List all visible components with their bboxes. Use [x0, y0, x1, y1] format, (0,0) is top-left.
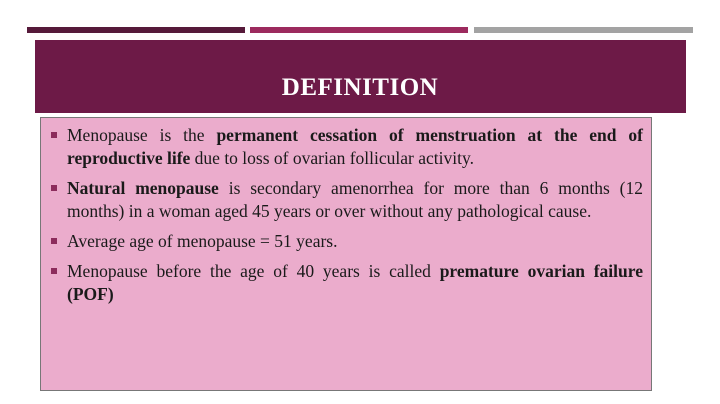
square-bullet-icon [51, 268, 57, 274]
bullet-text-bold: Natural menopause [67, 178, 219, 198]
bullet-text-bold: premature ovarian failure (POF) [67, 261, 643, 304]
square-bullet-icon [51, 132, 57, 138]
bullet-item [51, 124, 643, 170]
bullet-text: due to loss of ovarian follicular activity. [190, 148, 474, 168]
top-accent-bar-gray [474, 27, 693, 33]
bullet-item [51, 230, 643, 253]
bullet-item [51, 177, 643, 223]
square-bullet-icon [51, 238, 57, 244]
bullet-text: is secondary amenorrhea for more than 6 months (12 months) in a woman aged 45 years or over without any pathological cause. [67, 178, 643, 221]
bullet-text: Menopause is the [67, 125, 217, 145]
bullet-item [51, 260, 643, 306]
bullet-text-bold: permanent cessation of menstruation at the end of reproductive life [67, 125, 643, 168]
top-accent-bar-magenta [250, 27, 468, 33]
bullet-text: Menopause before the age of 40 years is called [67, 261, 440, 281]
bullet-text: Average age of menopause = 51 years. [67, 231, 338, 251]
top-accent-bar-dark [27, 27, 245, 33]
content-box [40, 117, 652, 391]
slide-title: DEFINITION [281, 74, 439, 101]
square-bullet-icon [51, 185, 57, 191]
